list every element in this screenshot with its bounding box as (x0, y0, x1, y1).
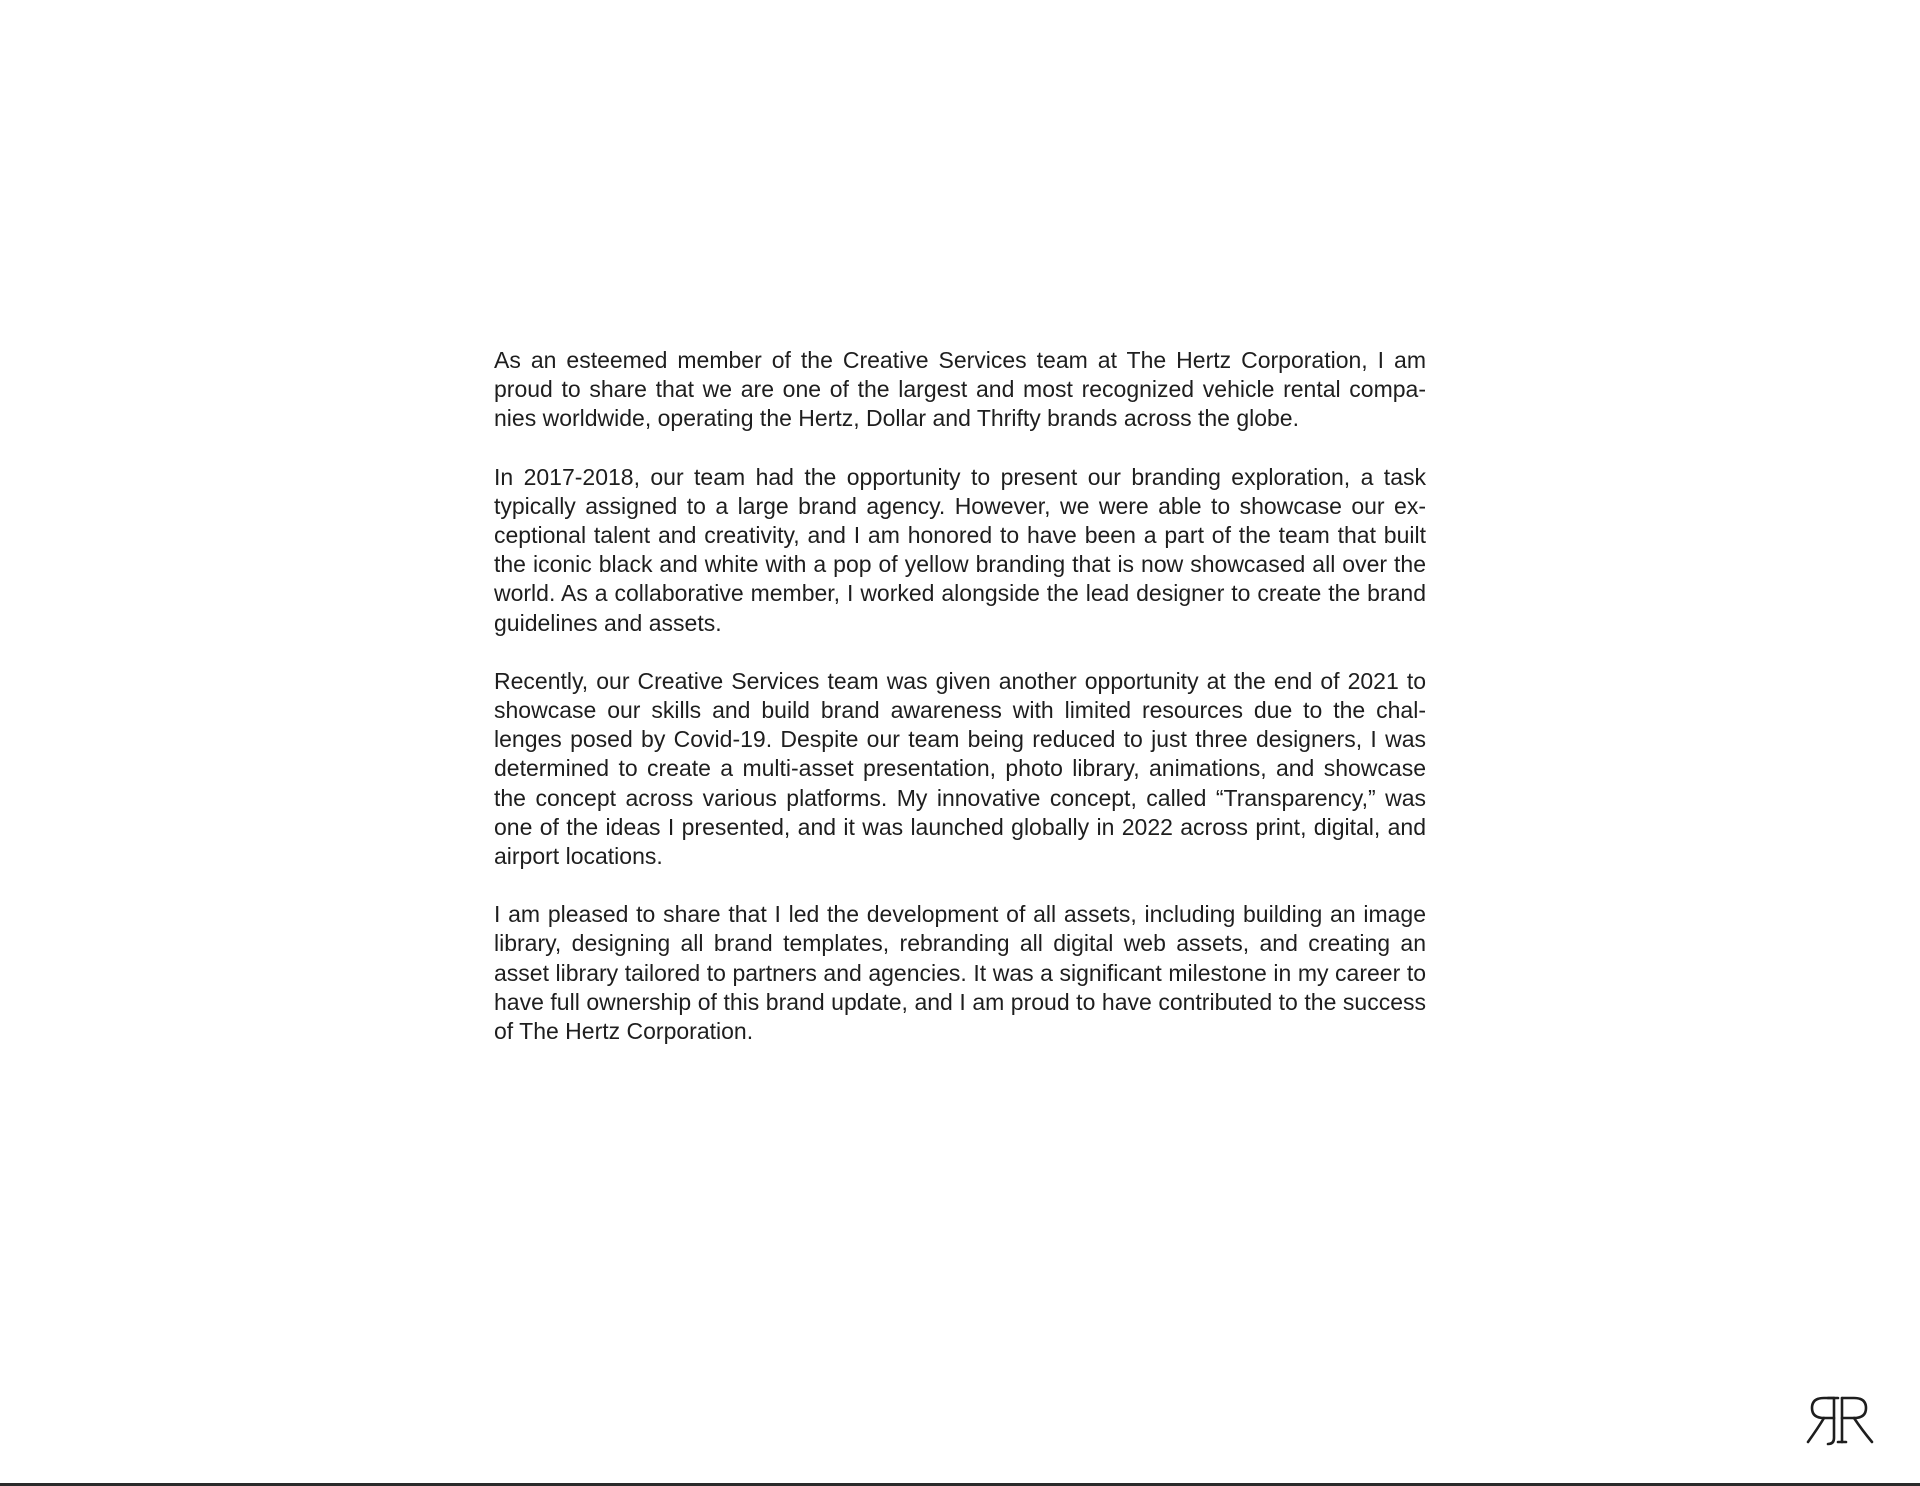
paragraph-branding-history: In 2017-2018, our team had the opportunity to present our branding exploration, a task typically assigned to a large brand agency. However, we were able to showcase our exceptional talent and creativity, and I am honored to have been a part of the team that built the iconic black and white with a pop of yellow branding that is now showcased all over the world. As a collaborative member, I worked alongside the lead designer to create the brand guidelines and assets. (494, 463, 1426, 636)
rr-monogram-logo-icon (1804, 1392, 1876, 1448)
body-text (494, 346, 1426, 1046)
paragraph-intro: As an esteemed member of the Creative Services team at The Hertz Corporation, I am proud to share that we are one of the largest and most recognized vehicle rental companies worldwide, operating the Hertz, Dollar and Thrifty brands across the globe. (494, 347, 1426, 432)
monogram-svg (1804, 1392, 1876, 1448)
paragraph-asset-development: I am pleased to share that I led the development of all assets, including building an image library, designing all brand templates, rebranding all digital web assets, and creating an asset library tailored to partners and agencies. It was a significant milestone in my career to have full ownership of this brand update, and I am proud to have contributed to the success of The Hertz Corporation. (494, 901, 1426, 1045)
paragraph-transparency-campaign: Recently, our Creative Services team was given another opportunity at the end of 2021 to showcase our skills and build brand awareness with limited resources due to the challenges posed by Covid-19. Despite our team being reduced to just three designers, I was determined to create a multi-asset presentation, photo library, animations, and showcase the concept across various platforms. My innovative concept, called “Transparency,” was one of the ideas I presented, and it was launched globally in 2022 across print, digital, and airport locations. (494, 667, 1426, 870)
